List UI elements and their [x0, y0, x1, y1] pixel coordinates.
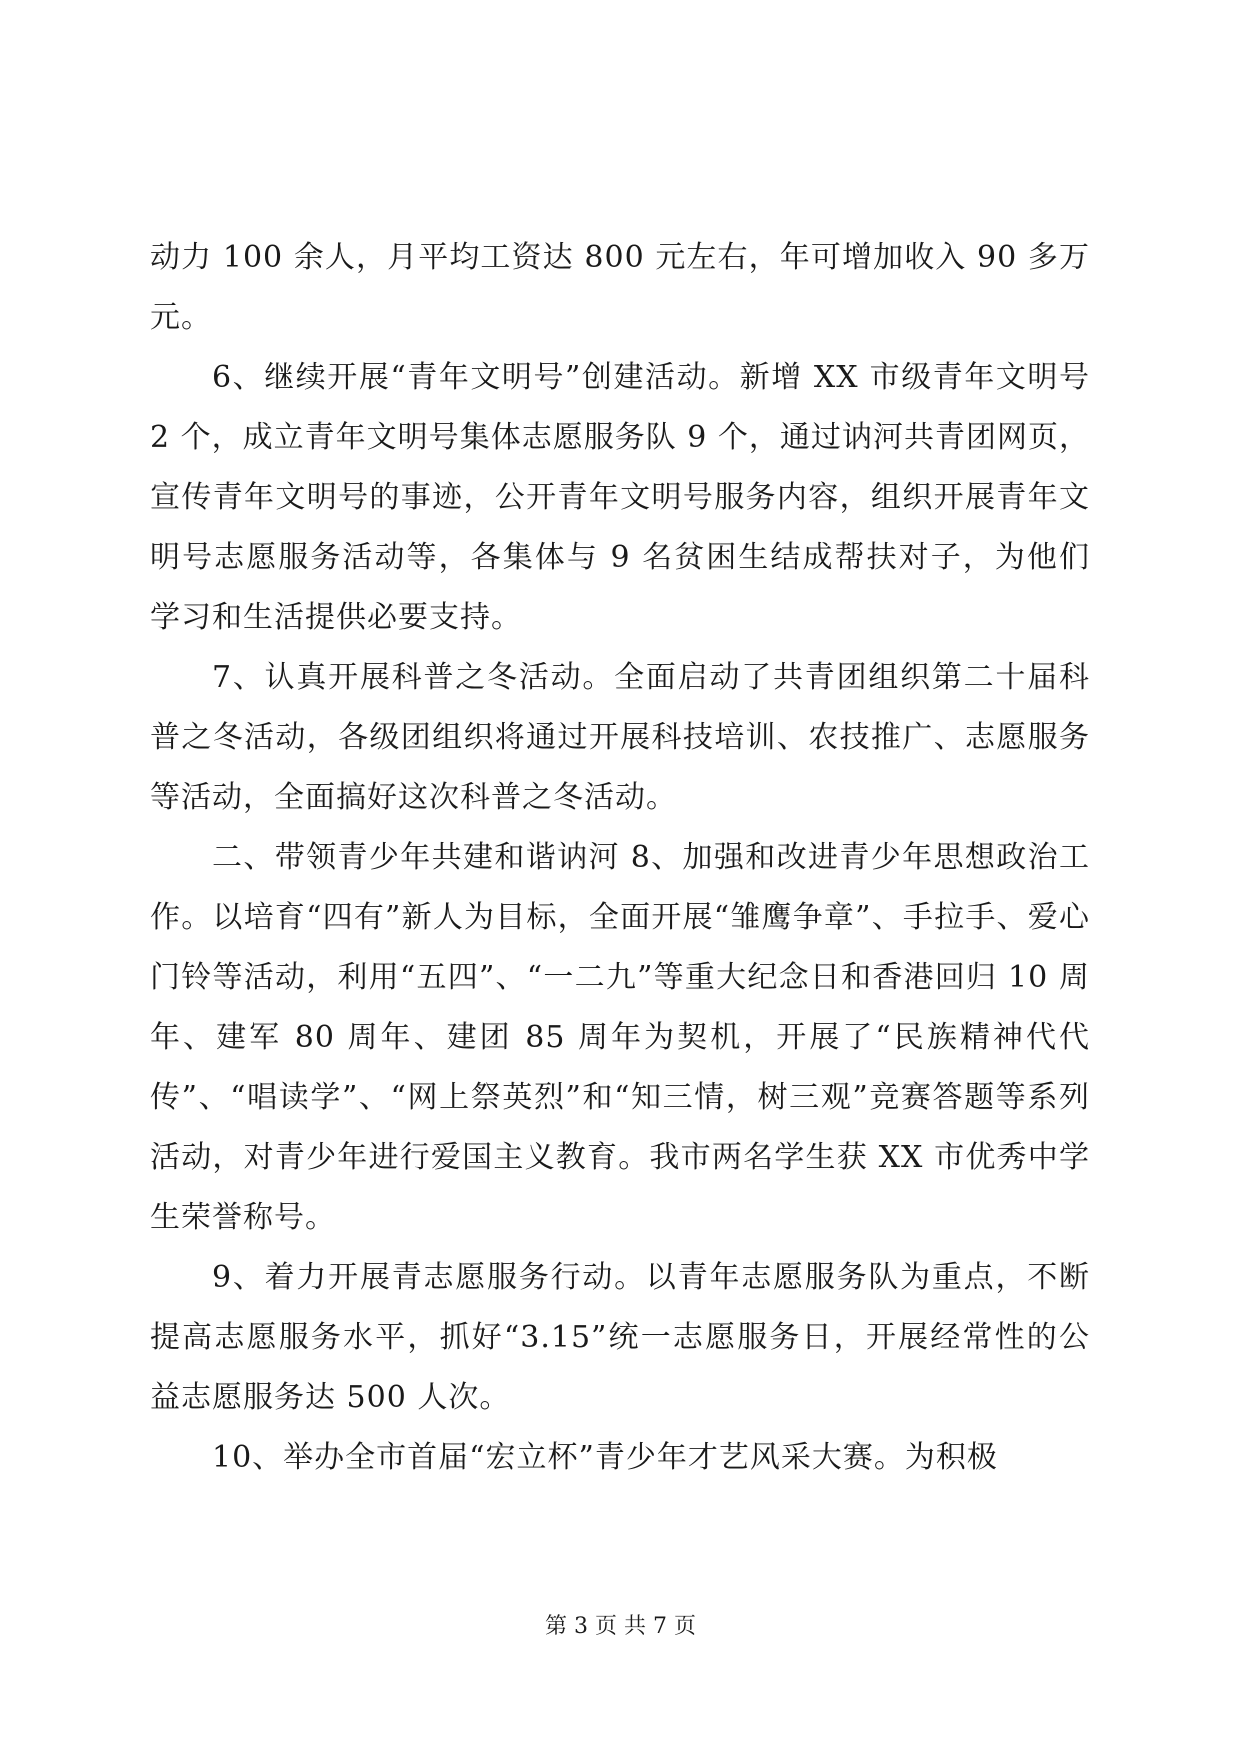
- paragraph-section-2-item-8: 二、带领青少年共建和谐讷河 8、加强和改进青少年思想政治工作。以培育“四有”新人为目标，全面开展“雏鹰争章”、手拉手、爱心门铃等活动，利用“五四”、“一二九”等重大纪念日和香港回归 10 周年、建军 80 周年、建团 85 周年为契机，开展了“民族精神代代传”、“唱读学”、“网上祭英烈”和“知三情，树三观”竞赛答题等系列活动，对青少年进行爱国主义教育。我市两名学生获 XX 市优秀中学生荣誉称号。: [150, 840, 1090, 1235]
- paragraph-item-9: 9、着力开展青志愿服务行动。以青年志愿服务队为重点，不断提高志愿服务水平，抓好“3.15”统一志愿服务日，开展经常性的公益志愿服务达 500 人次。: [150, 1260, 1090, 1415]
- paragraph-item-7: 7、认真开展科普之冬活动。全面启动了共青团组织第二十届科普之冬活动，各级团组织将通过开展科技培训、农技推广、志愿服务等活动，全面搞好这次科普之冬活动。: [150, 660, 1090, 815]
- paragraph-item-10: 10、举办全市首届“宏立杯”青少年才艺风采大赛。为积极: [212, 1440, 998, 1475]
- paragraph-item-6: 6、继续开展“青年文明号”创建活动。新增 XX 市级青年文明号 2 个，成立青年文明号集体志愿服务队 9 个，通过讷河共青团网页，宣传青年文明号的事迹，公开青年文明号服务内容，组织开展青年文明号志愿服务活动等，各集体与 9 名贫困生结成帮扶对子，为他们学习和生活提供必要支持。: [150, 360, 1090, 635]
- page-footer: 第 3 页 共 7 页: [545, 1614, 696, 1639]
- paragraph-continued: 动力 100 余人，月平均工资达 800 元左右，年可增加收入 90 多万元。: [150, 240, 1090, 335]
- document-body: [150, 228, 1090, 1488]
